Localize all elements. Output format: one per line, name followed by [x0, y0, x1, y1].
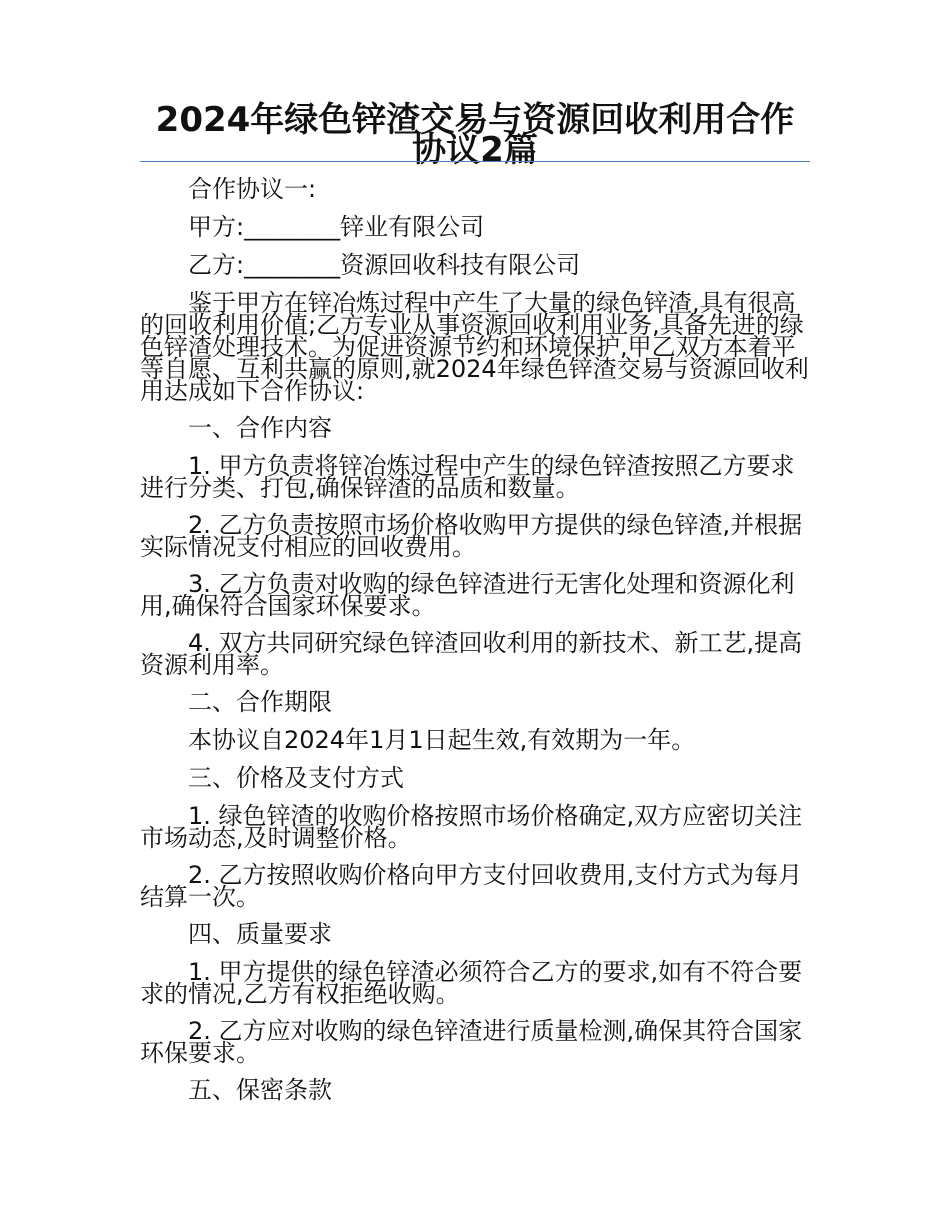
clause-4-2: 2. 乙方应对收购的绿色锌渣进行质量检测,确保其符合国家环保要求。: [140, 1017, 803, 1067]
title-underline: [140, 161, 810, 162]
section-heading-cooperation-content: 一、合作内容: [188, 414, 332, 442]
clause-4-1: 1. 甲方提供的绿色锌渣必须符合乙方的要求,如有不符合要求的情况,乙方有权拒绝收购。: [140, 958, 803, 1008]
clause-1-3: 3. 乙方负责对收购的绿色锌渣进行无害化处理和资源化利用,确保符合国家环保要求。: [140, 570, 795, 620]
clause-3-2: 2. 乙方按照收购价格向甲方支付回收费用,支付方式为每月结算一次。: [140, 861, 803, 911]
section-heading-confidentiality: 五、保密条款: [188, 1076, 332, 1104]
term-paragraph: 本协议自2024年1月1日起生效,有效期为一年。: [188, 726, 696, 754]
party-a: 甲方:________锌业有限公司: [188, 213, 485, 241]
preamble-paragraph: 鉴于甲方在锌冶炼过程中产生了大量的绿色锌渣,具有很高的回收利用价值;乙方专业从事资源回收利用业务,具备先进的绿色锌渣处理技术。为促进资源节约和环境保护,甲乙双方本着平等自愿、互利共赢的原则,就2024年绿色锌渣交易与资源回收利用达成如下合作协议:: [140, 289, 809, 405]
party-b: 乙方:________资源回收科技有限公司: [188, 251, 581, 279]
document-title: 2024年绿色锌渣交易与资源回收利用合作协议2篇: [155, 100, 795, 170]
section-heading-quality-requirements: 四、质量要求: [188, 920, 332, 948]
document-body: [140, 175, 810, 1117]
agreement-label: 合作协议一:: [188, 175, 317, 203]
section-heading-price-payment: 三、价格及支付方式: [188, 764, 404, 792]
clause-1-2: 2. 乙方负责按照市场价格收购甲方提供的绿色锌渣,并根据实际情况支付相应的回收费用。: [140, 511, 803, 561]
clause-3-1: 1. 绿色锌渣的收购价格按照市场价格确定,双方应密切关注市场动态,及时调整价格。: [140, 802, 803, 852]
section-heading-cooperation-term: 二、合作期限: [188, 688, 332, 716]
clause-1-4: 4. 双方共同研究绿色锌渣回收利用的新技术、新工艺,提高资源利用率。: [140, 629, 803, 679]
clause-1-1: 1. 甲方负责将锌冶炼过程中产生的绿色锌渣按照乙方要求进行分类、打包,确保锌渣的品质和数量。: [140, 452, 795, 502]
